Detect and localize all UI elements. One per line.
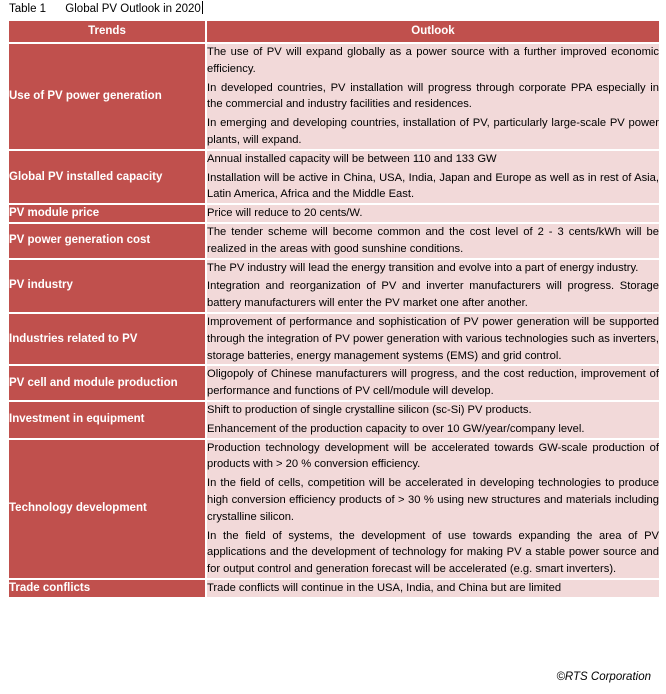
table-row [8, 150, 660, 204]
outlook-cell [206, 150, 660, 204]
outlook-cell [206, 439, 660, 579]
outlook-cell [206, 259, 660, 313]
table-number: Table 1 [9, 3, 47, 15]
table-row [8, 259, 660, 313]
outlook-paragraph: Installation will be active in China, USA, India, Japan and Europe as well as in rest of Asia, Latin America, Africa and the Middle East. [207, 171, 659, 201]
outlook-cell [206, 579, 660, 598]
header-outlook: Outlook [206, 20, 660, 43]
table-caption [9, 1, 203, 17]
outlook-paragraph: In the field of cells, competition will be accelerated in developing technologies to produce high conversion efficiency products of > 30 % using new structures and materials including crystalline silicon. [207, 477, 659, 523]
header-trends: Trends [8, 20, 206, 43]
outlook-cell [206, 204, 660, 223]
trend-cell: PV cell and module production [8, 365, 206, 401]
trend-cell: Technology development [8, 439, 206, 579]
outlook-cell [206, 313, 660, 365]
outlook-paragraph: In emerging and developing countries, installation of PV, particularly large-scale PV power plants, will expand. [207, 117, 659, 146]
text-cursor [202, 1, 203, 14]
trend-cell: PV industry [8, 259, 206, 313]
trend-cell: Investment in equipment [8, 401, 206, 439]
table-row [8, 204, 660, 223]
trend-cell: Global PV installed capacity [8, 150, 206, 204]
table-title: Global PV Outlook in 2020 [65, 3, 201, 15]
outlook-paragraph: In the field of systems, the development of use towards expanding the area of PV applications and the development of technology for making PV a stable power source and for output control and generation forecast will be accelerated (e.g. smart inverters). [207, 529, 659, 576]
outlook-paragraph: Annual installed capacity will be between 110 and 133 GW [207, 152, 497, 165]
outlook-paragraph: Production technology development will be accelerated towards GW-scale production of products with > 20 % conversion efficiency. [207, 441, 659, 471]
table-row [8, 313, 660, 365]
trend-cell: PV module price [8, 204, 206, 223]
table-row [8, 401, 660, 439]
trend-cell: PV power generation cost [8, 223, 206, 259]
outlook-paragraph: Oligopoly of Chinese manufacturers will progress, and the cost reduction, improvement of performance and functions of PV cell/module will develop. [207, 368, 659, 398]
table-header-row [8, 20, 660, 43]
outlook-cell [206, 43, 660, 150]
outlook-paragraph: The tender scheme will become common and the cost level of 2 - 3 cents/kWh will be realized in the areas with good sunshine conditions. [207, 225, 659, 255]
table-row [8, 365, 660, 401]
table-row [8, 223, 660, 259]
table-row [8, 579, 660, 598]
copyright-credit: ©RTS Corporation [556, 671, 651, 683]
outlook-paragraph: Enhancement of the production capacity to over 10 GW/year/company level. [207, 422, 585, 435]
trend-cell: Trade conflicts [8, 579, 206, 598]
trend-cell: Industries related to PV [8, 313, 206, 365]
outlook-cell [206, 401, 660, 439]
outlook-paragraph: The PV industry will lead the energy transition and evolve into a part of energy industry. [207, 261, 639, 274]
outlook-paragraph: Shift to production of single crystalline silicon (sc-Si) PV products. [207, 403, 532, 416]
outlook-cell [206, 223, 660, 259]
outlook-paragraph: Improvement of performance and sophistication of PV power generation will be supported through the integration of PV power generation with various technologies such as inverters, storage batteries, energy management systems (EMS) and grid control. [207, 315, 659, 362]
outlook-paragraph: Trade conflicts will continue in the USA, India, and China but are limited [207, 581, 562, 594]
trend-cell: Use of PV power generation [8, 43, 206, 150]
outlook-paragraph: Price will reduce to 20 cents/W. [207, 207, 363, 220]
outlook-cell [206, 365, 660, 401]
outlook-paragraph: Integration and reorganization of PV and inverter manufacturers will progress. Storage battery manufacturers will enter the PV market one after another. [207, 280, 659, 310]
outlook-paragraph: In developed countries, PV installation will progress through corporate PPA especially in the commercial and industry facilities and residences. [207, 81, 659, 111]
table-row [8, 43, 660, 150]
table-row [8, 439, 660, 579]
outlook-paragraph: The use of PV will expand globally as a power source with a further improved economic efficiency. [207, 46, 659, 75]
pv-outlook-table [7, 19, 661, 599]
